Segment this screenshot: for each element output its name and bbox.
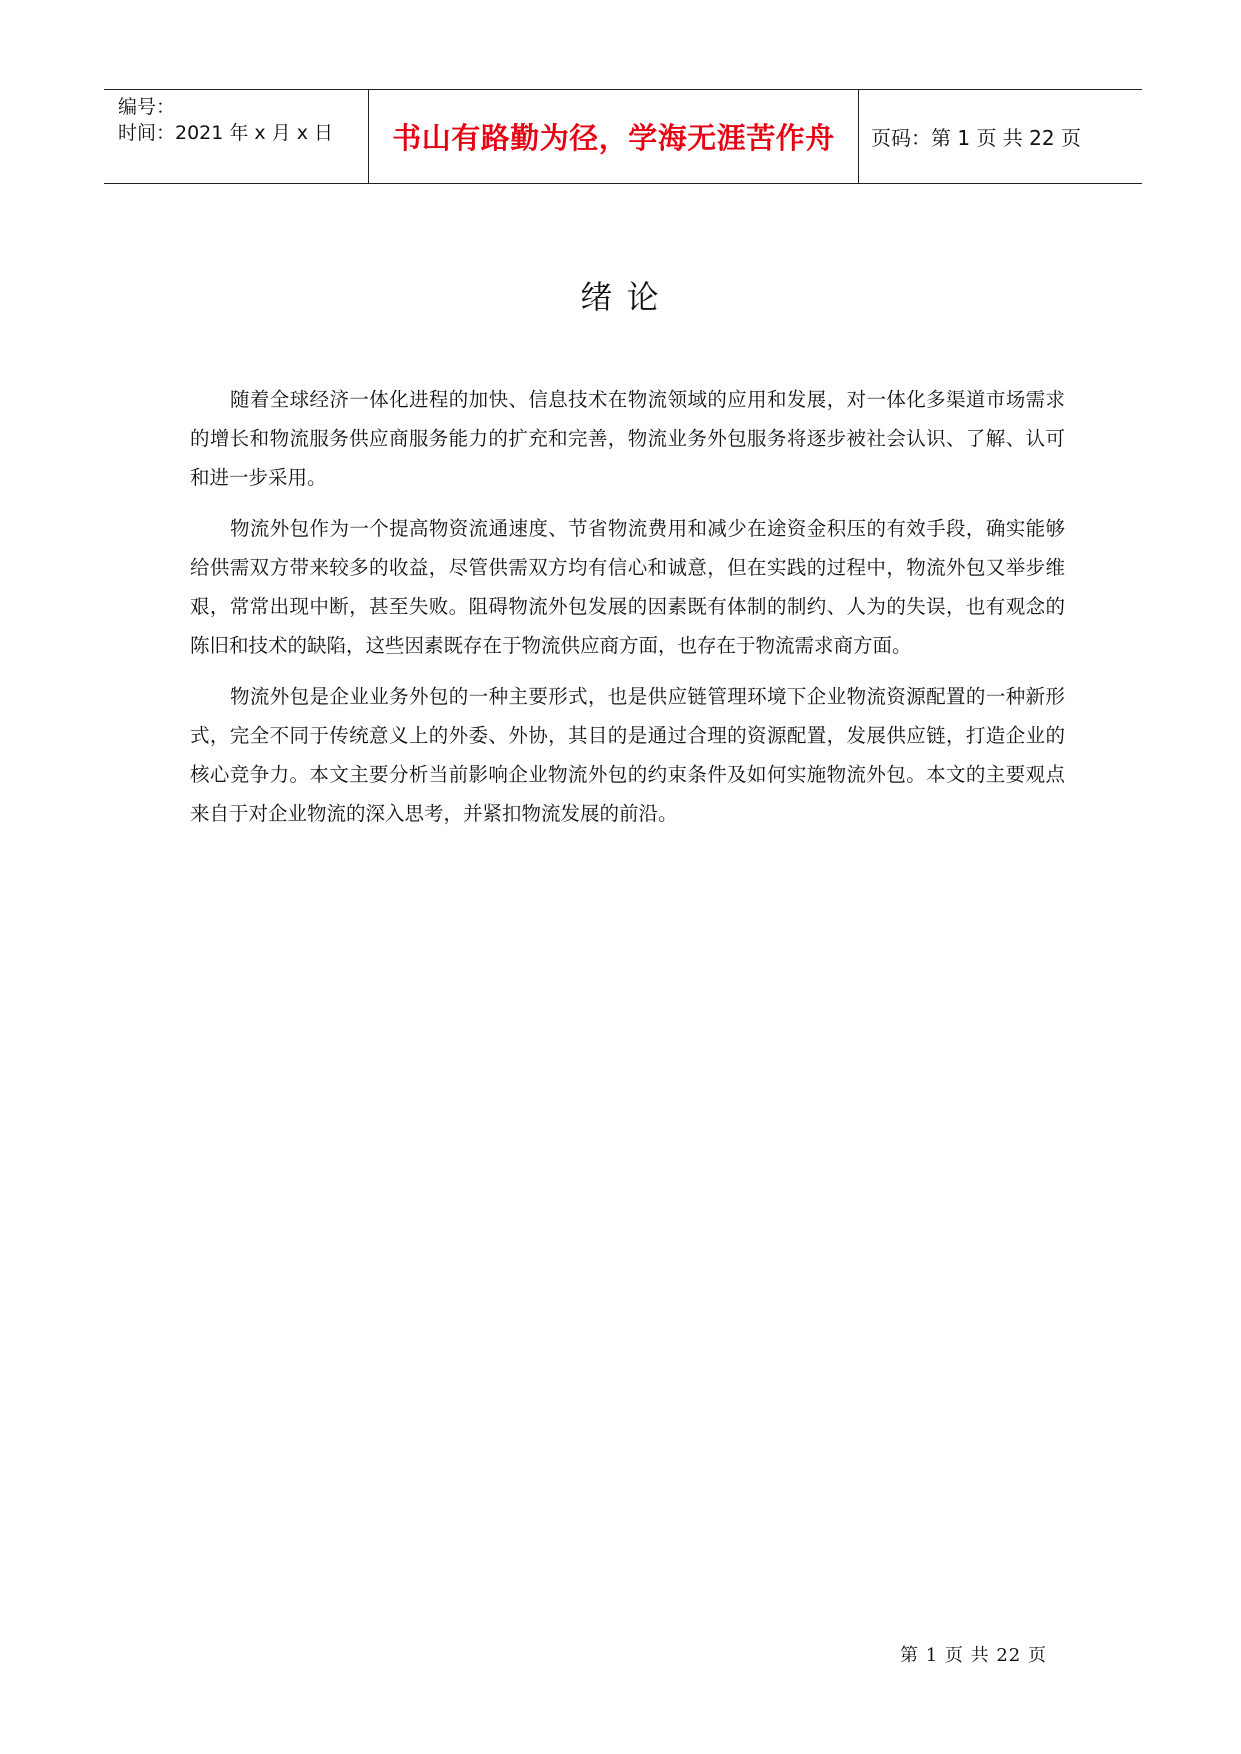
footer-page-number: 第 1 页 共 22 页 — [900, 1645, 1047, 1666]
header-page-info: 页码：第 1 页 共 22 页 — [871, 126, 1081, 150]
header-meta-cell — [104, 90, 369, 183]
motto-text: 书山有路勤为径，学海无涯苦作舟 — [392, 121, 835, 155]
paragraph: 物流外包作为一个提高物资流通速度、节省物流费用和减少在途资金积压的有效手段，确实能够给供需双方带来较多的收益，尽管供需双方均有信心和诚意，但在实践的过程中，物流外包又举步维艰，常常出现中断，甚至失败。阻碍物流外包发展的因素既有体制的制约、人为的失误，也有观念的陈旧和技术的缺陷，这些因素既存在于物流供应商方面，也存在于物流需求商方面。 — [190, 517, 1065, 657]
code-label: 编号： — [118, 96, 176, 118]
document-header — [104, 89, 1142, 184]
header-motto-cell — [369, 90, 859, 183]
paragraph: 随着全球经济一体化进程的加快、信息技术在物流领域的应用和发展，对一体化多渠道市场需求的增长和物流服务供应商服务能力的扩充和完善，物流业务外包服务将逐步被社会认识、了解、认可和进一步采用。 — [190, 388, 1065, 489]
page-title: 绪 论 — [580, 278, 661, 316]
document-body — [190, 380, 1065, 845]
paragraph: 物流外包是企业业务外包的一种主要形式，也是供应链管理环境下企业物流资源配置的一种新形式，完全不同于传统意义上的外委、外协，其目的是通过合理的资源配置，发展供应链，打造企业的核心竞争力。本文主要分析当前影响企业物流外包的约束条件及如何实施物流外包。本文的主要观点来自于对企业物流的深入思考，并紧扣物流发展的前沿。 — [190, 685, 1065, 825]
header-page-cell — [859, 90, 1142, 183]
time-line: 时间：2021 年 x 月 x 日 — [118, 122, 334, 144]
